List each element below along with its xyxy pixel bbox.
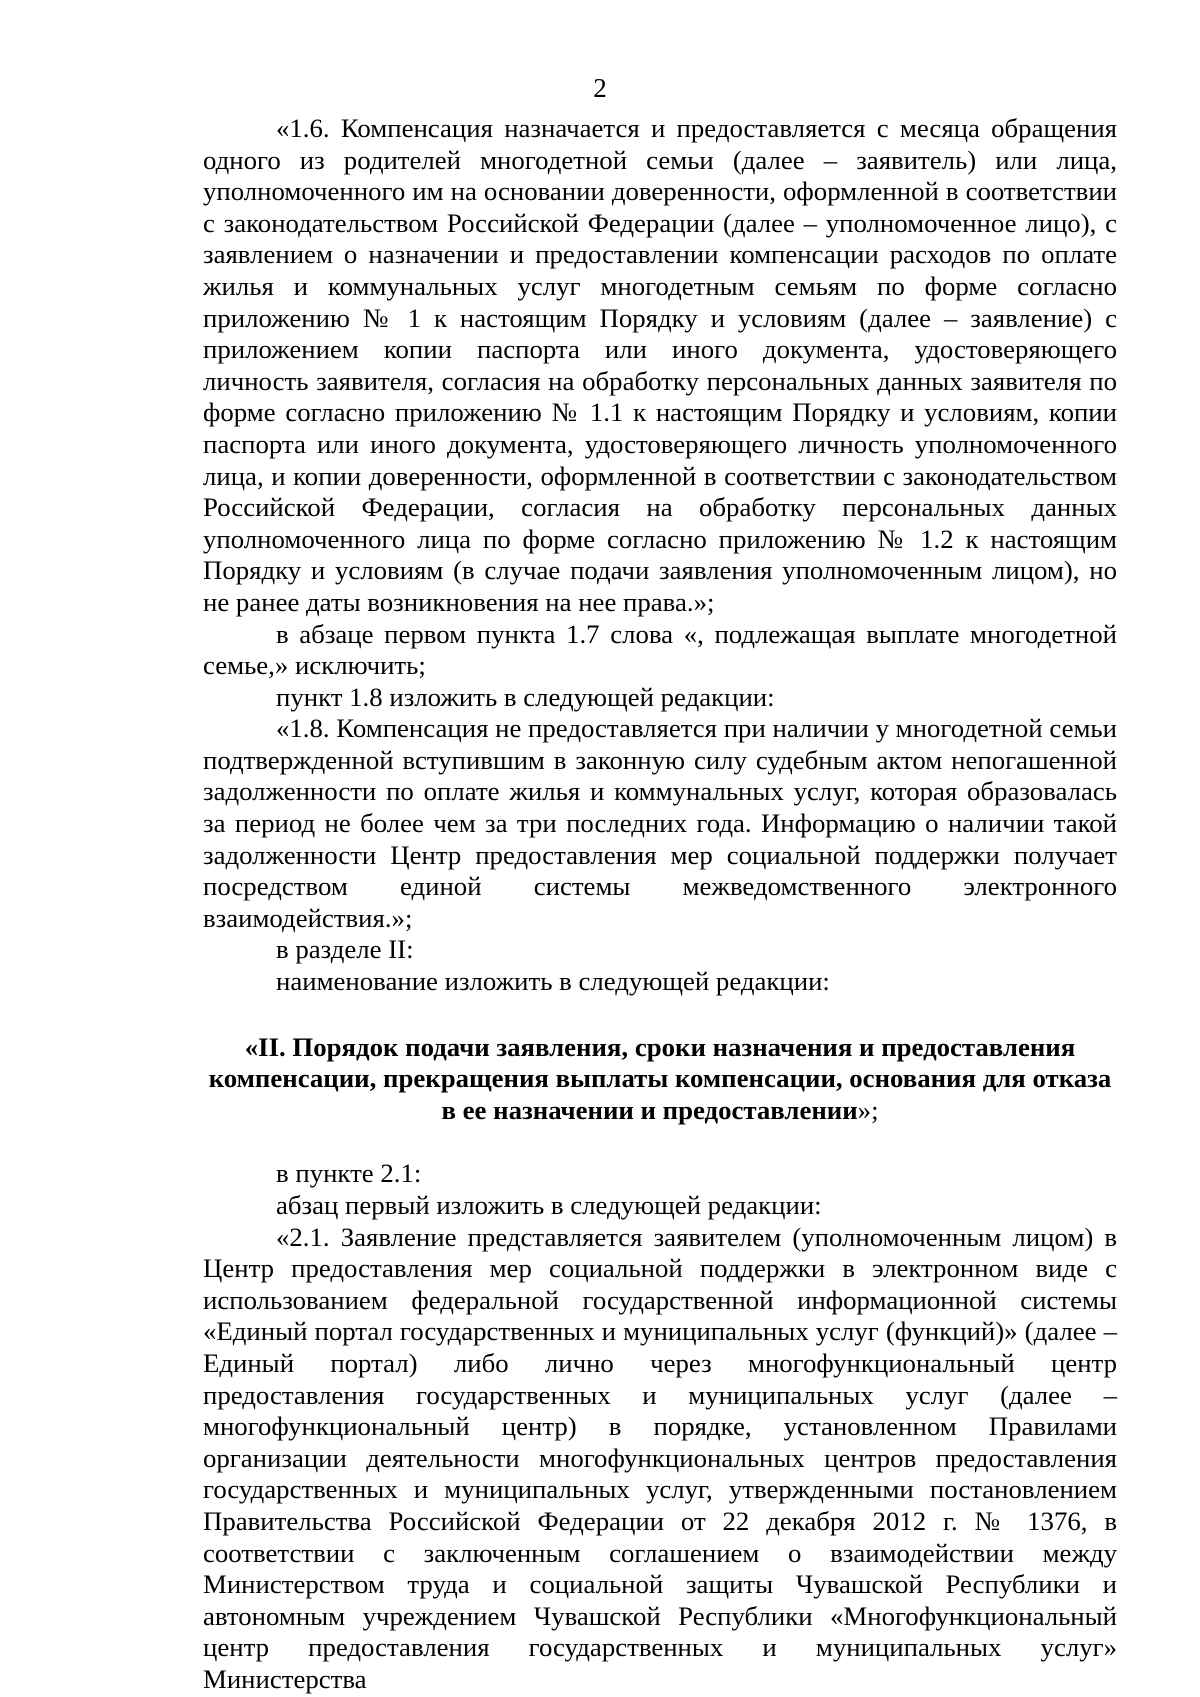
- paragraph-1-8: «1.8. Компенсация не предоставляется при наличии у многодетной семьи подтвержденной вступившим в законную силу судебным актом непогашенной задолженности по оплате жилья и коммунальных услуг, которая образовалась за период не более чем за три последних года. Информацию о наличии такой задолженности Центр предоставления мер социальной поддержки получает посредством единой системы межведомственного электронного взаимодействия.»;: [203, 713, 1117, 933]
- paragraph-2-1-first-abzac: абзац первый изложить в следующей редакции:: [276, 1190, 822, 1220]
- heading-line-3-wrap: [203, 1095, 1117, 1127]
- heading-line-2: компенсации, прекращения выплаты компенсации, основания для отказа: [208, 1063, 1112, 1094]
- page-number: 2: [593, 73, 607, 103]
- heading-line-3: в ее назначении и предоставлении: [441, 1094, 858, 1125]
- heading-line-1: «II. Порядок подачи заявления, сроки назначения и предоставления: [244, 1031, 1076, 1062]
- paragraph-title-intro: наименование изложить в следующей редакции:: [276, 966, 830, 997]
- paragraph-2-1: «2.1. Заявление представляется заявителем (уполномоченным лицом) в Центр предоставления мер социальной поддержки в электронном виде с использованием федеральной государственной информационной системы «Единый портал государственных и муниципальных услуг (функций)» (далее – Единый портал) либо лично через многофункциональный центр предоставления государственных и муниципальных услуг (далее – многофункциональный центр) в порядке, установленном Правилами организации деятельности многофункциональных центров предоставления государственных и муниципальных услуг, утвержденными постановлением Правительства Российской Федерации от 22 декабря 2012 г. № 1376, в соответствии с заключенным соглашением о взаимодействии между Министерством труда и социальной защиты Чувашской Республики и автономным учреждением Чувашской Республики «Многофункциональный центр предоставления государственных и муниципальных услуг» Министерства: [203, 1221, 1117, 1694]
- paragraph-section-ii: в разделе II:: [276, 934, 414, 965]
- section-heading: [203, 1032, 1117, 1127]
- paragraph-1-7-amendment: в абзаце первом пункта 1.7 слова «, подлежащая выплате многодетной семье,» исключить;: [203, 618, 1117, 681]
- paragraph-1-8-intro: пункт 1.8 изложить в следующей редакции:: [276, 681, 775, 712]
- paragraph-1-6: «1.6. Компенсация назначается и предоставляется с месяца обращения одного из родителей многодетной семьи (далее – заявитель) или лица, уполномоченного им на основании доверенности, оформленной в соответствии с законодательством Российской Федерации (далее – уполномоченное лицо), с заявлением о назначении и предоставлении компенсации расходов по оплате жилья и коммунальных услуг многодетным семьям по форме согласно приложению № 1 к настоящим Порядку и условиям (далее – заявление) с приложением копии паспорта или иного документа, удостоверяющего личность заявителя, согласия на обработку персональных данных заявителя по форме согласно приложению № 1.1 к настоящим Порядку и условиям, копии паспорта или иного документа, удостоверяющего личность уполномоченного лица, и копии доверенности, оформленной в соответствии с законодательством Российской Федерации, согласия на обработку персональных данных уполномоченного лица по форме согласно приложению № 1.2 к настоящим Порядку и условиям (в случае подачи заявления уполномоченным лицом), но не ранее даты возникновения на нее права.»;: [203, 113, 1117, 617]
- paragraph-2-1-intro: в пункте 2.1:: [276, 1158, 422, 1189]
- document-body: [203, 113, 1117, 1696]
- heading-tail: »;: [857, 1094, 879, 1125]
